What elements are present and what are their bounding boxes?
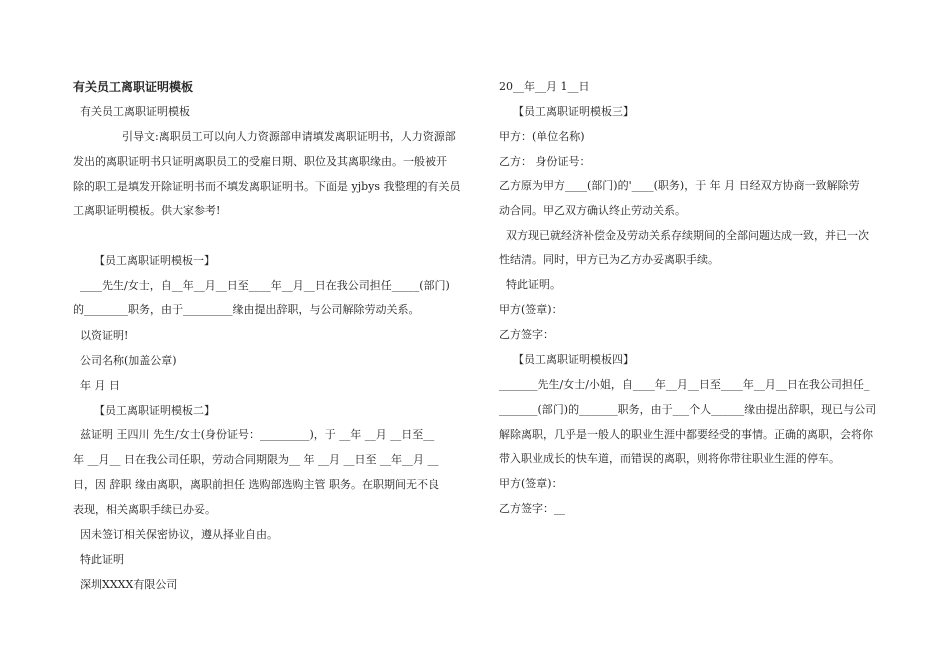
template-2-line: 兹证明 王四川 先生/女士(身份证号：_________)，于 __年 __月 __日至__ [80, 428, 435, 441]
template-2-line: 日，因 辞职 缘由离职，离职前担任 选购部选购主管 职务。在职期间无不良 [73, 478, 439, 491]
template-1-company: 公司名称(加盖公章) [80, 354, 177, 367]
template-1-heading: 【员工离职证明模板一】 [94, 254, 215, 267]
template-4-sign-a: 甲方(签章)： [499, 477, 563, 490]
template-1-line: 的________职务，由于_________缘由提出辞职，与公司解除劳动关系。 [73, 303, 420, 316]
template-4-line: 带入职业成长的快车道，而错误的离职，则将你带往职业生涯的停车。 [499, 452, 840, 465]
date-line: 20__年__月 1__日 [499, 80, 590, 93]
template-2-line: 年 __月__ 日在我公司任职，劳动合同期限为__ 年 __月 __日至 __年__月 __ [73, 453, 439, 466]
template-2-company: 深圳XXXX有限公司 [80, 578, 178, 591]
intro-line: 引导文:离职员工可以向人力资源部申请填发离职证明书，人力资源部 [122, 130, 456, 143]
template-2-confidential: 因未签订相关保密协议，遵从择业自由。 [80, 528, 278, 541]
template-2-line: 表现，相关离职手续已办妥。 [73, 503, 216, 516]
template-3-line: 动合同。甲乙双方确认终止劳动关系。 [499, 204, 686, 217]
template-4-heading: 【员工离职证明模板四】 [513, 353, 634, 366]
template-3-party-b: 乙方： 身份证号： [499, 155, 591, 168]
template-1-line: ____先生/女士，自__年__月__日至____年__月__日在我公司担任_____(部门) [80, 279, 450, 292]
template-3-special: 特此证明。 [506, 278, 561, 291]
template-4-sign-b: 乙方签字：__ [499, 502, 565, 515]
template-1-proof: 以资证明! [80, 329, 129, 342]
template-3-party-a: 甲方：(单位名称) [499, 130, 585, 143]
template-3-sign-a: 甲方(签章)： [499, 303, 563, 316]
intro-line: 发出的离职证明书只证明离职员工的受雇日期、职位及其离职缘由。一般被开 [73, 155, 447, 168]
template-3-heading: 【员工离职证明模板三】 [513, 105, 634, 118]
template-3-sign-b: 乙方签字： [499, 328, 554, 341]
template-4-line: 解除离职，几乎是一般人的职业生涯中都要经受的事情。正确的离职，会将你 [499, 428, 873, 441]
intro-line: 除的职工是填发开除证明书而不填发离职证明书。下面是 yjbys 我整理的有关员 [73, 180, 461, 193]
template-2-heading: 【员工离职证明模板二】 [94, 404, 215, 417]
document-subtitle: 有关员工离职证明模板 [80, 105, 190, 118]
template-4-line: _______先生/女士/小姐，自____年__月__日至____年__月__日在我公司担任_ [499, 378, 870, 391]
template-4-line: _______(部门)的_______职务，由于___个人______缘由提出辞职，现已与公司 [499, 403, 877, 416]
intro-line: 工离职证明模板。供大家参考! [73, 204, 221, 217]
template-2-special: 特此证明 [80, 553, 124, 566]
template-3-line: 双方现已就经济补偿金及劳动关系存续期间的全部问题达成一致，并已一次 [506, 229, 869, 242]
template-3-line: 乙方原为甲方____(部门)的'____(职务)，于 年 月 日经双方协商一致解除劳 [499, 179, 860, 192]
template-3-line: 性结清。同时，甲方已为乙方办妥离职手续。 [499, 253, 719, 266]
template-1-date: 年 月 日 [80, 379, 120, 392]
document-title: 有关员工离职证明模板 [73, 80, 194, 94]
